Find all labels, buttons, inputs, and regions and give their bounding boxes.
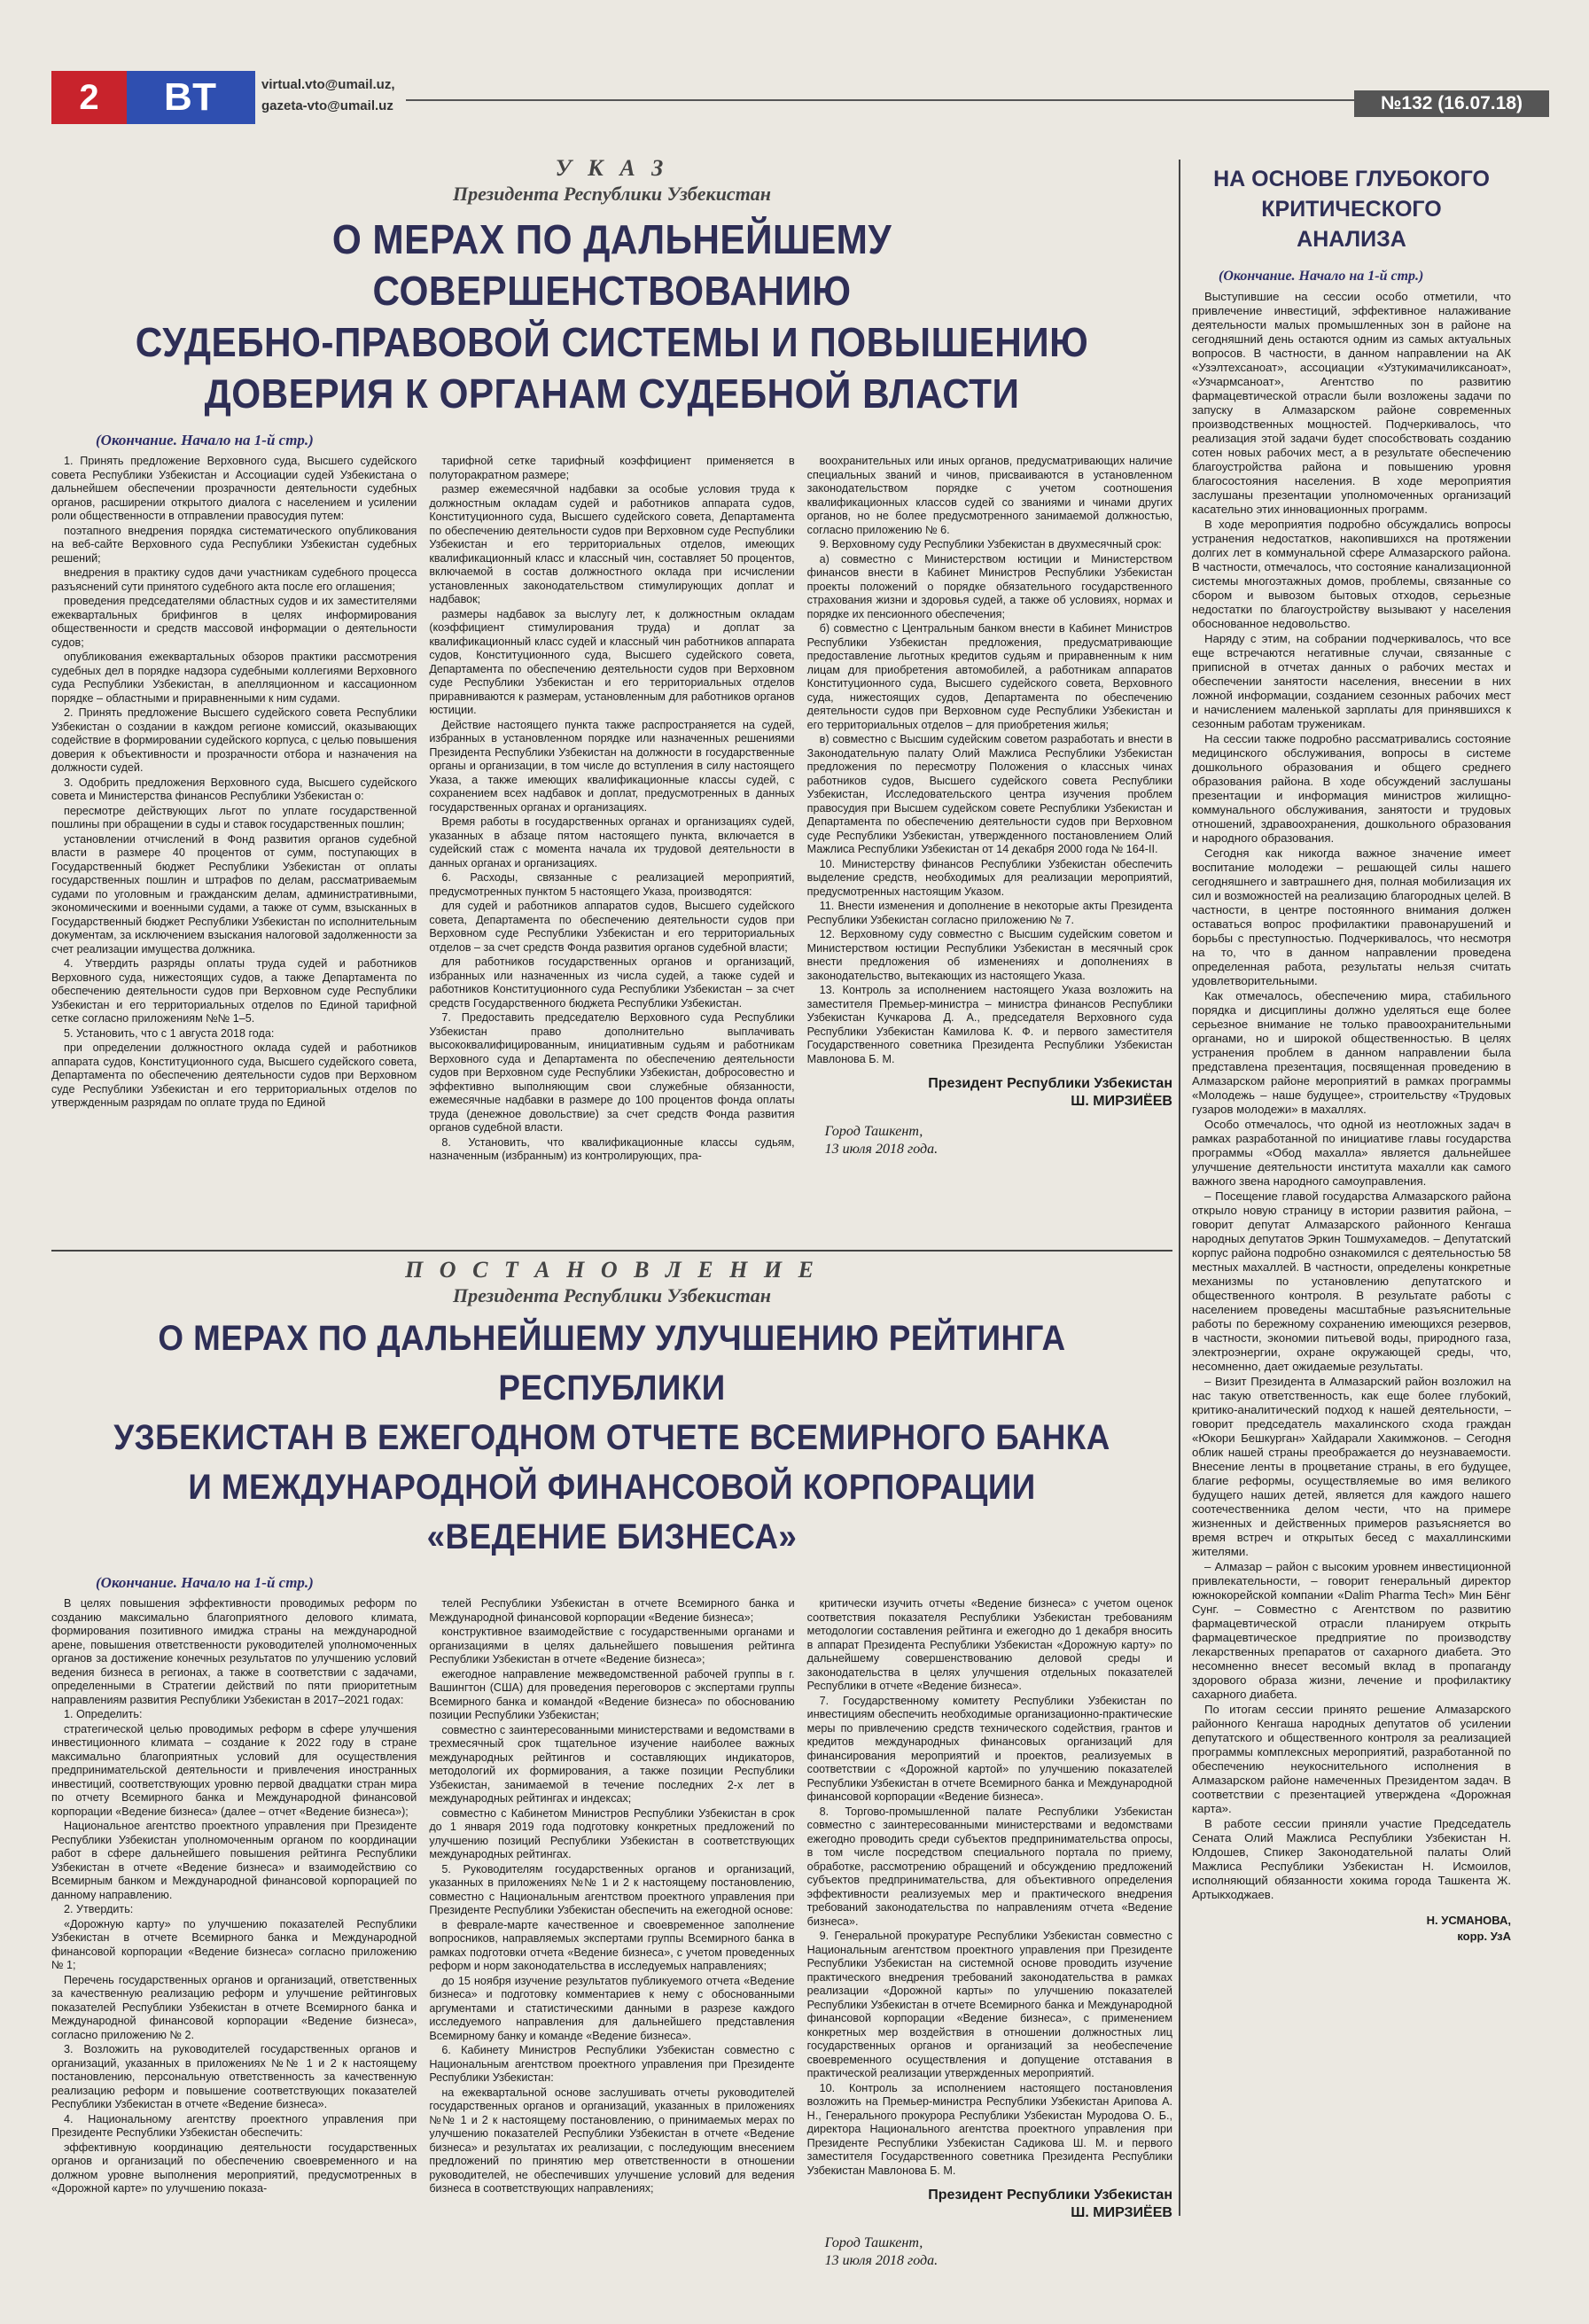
paragraph: 7. Государственному комитету Республики Узбекистан по инвестициям обеспечить необходимые организационно-практические меры по привлечению средств технического содействия, грантов и кредитов международных финансовых организаций для финансирования мероприятий и проектов, реализуемых в соответствии с «Дорожной картой» по улучшению показателей Республики Узбекистан в отчете Всемирного банка и Международной финансовой корпорации «Ведение бизнеса». (806, 1694, 1172, 1803)
paragraph: размеры надбавок за выслугу лет, к должностным окладам (коэффициент стимулирования труда) и доплат за квалификационный класс судей и классный чин работников аппарата судов, Конституционного суда, Высшего судейского совета, Департамента по обеспечению деятельности судов при Верховном суде Республики Узбекистан и его территориальных отделов приравниваются к размерам, установленным для работников органов юстиции. (429, 607, 795, 716)
sidebar-headline (1192, 164, 1511, 254)
paragraph: Национальное агентство проектного управления при Президенте Республики Узбекистан уполномоченным органом по координации работ в сфере дальнейшего повышения рейтинга Республики Узбекистан в отчете «Ведение бизнеса» и взаимодействию со Всемирным банком и Международной финансовой корпорацией по данному направлению. (51, 1820, 417, 1901)
article-sidebar (1192, 164, 1511, 2142)
paragraph: – Алмазар – район с высоким уровнем инвестиционной привлекательности, – говорит генеральный директор южнокорейской компании «Dalim Pharma Tech» Мин Бёнг Сунг. – Совместно с Агентством по развитию фармацевтической отрасли планируем открыть фармацевтическое предприятие по производству лекарственных препаратов от сахарного диабета. Это несомненно внесет весомый вклад в пропаганду здорового образа жизни, лечение и профилактику сахарного диабета. (1192, 1560, 1511, 1701)
paragraph: 11. Внести изменения и дополнение в некоторые акты Президента Республики Узбекистан согласно приложению № 7. (806, 900, 1172, 926)
paragraph: По итогам сессии принято решение Алмазарского районного Кенгаша народных депутатов об усилении депутатского и общественного контроля за реализацией программы комплексных мероприятий, разработанной по обеспечению неукоснительного исполнения в Алмазарском районе намеченных Президентом задач. В соответствии с презентацией утверждена «Дорожная карта». (1192, 1703, 1511, 1815)
paragraph: в) совместно с Высшим судейским советом разработать и внести в Законодательную палату Олий Мажлиса Республики Узбекистан предложения по пересмотру Положения о классных чинах работников судов, Высшего судейского совета Республики Узбекистан, Исследовательского центра изучения проблем правосудия при Высшем судейском совете Республики Узбекистан и Департамента по обеспечению деятельности судов при Верховном суде Республики Узбекистан, утвержденного постановлением Олий Мажлиса Республики Узбекистан от 14 декабря 2000 года № 164-II. (806, 733, 1172, 855)
paragraph: Особо отмечалось, что одной из неотложных задач в рамках разработанной по инициативе главы государства программы «Обод махалла» является дальнейшее улучшение деятельности института махалли как самого важного звена народного самоуправления. (1192, 1118, 1511, 1188)
headline-line: О МЕРАХ ПО ДАЛЬНЕЙШЕМУ УЛУЧШЕНИЮ РЕЙТИНГА РЕСПУБЛИКИ (158, 1319, 1066, 1408)
resolution-col-1 (51, 1597, 417, 2324)
paragraph: 9. Генеральной прокуратуре Республики Узбекистан совместно с Национальным агентством проектного управления при Президенте Республики Узбекистан на системной основе проводить изучение практического внедрения требований законодательства в рамках реализации «Дорожной карты» по улучшению показателей Республики Узбекистан в отчете Всемирного банка и Международной финансовой корпорации «Ведение бизнеса», с применением конкретных мер воздействия в отношении должностных лиц государственных органов и организаций за необеспечение своевременного осуществления и допущение отставания в практической реализации утвержденных мероприятий. (806, 1930, 1172, 2079)
signature-name: Ш. МИРЗИЁЕВ (1071, 1094, 1172, 1109)
decree-kicker: У К А З (555, 155, 669, 181)
headline-line: ДОВЕРИЯ К ОРГАНАМ СУДЕБНОЙ ВЛАСТИ (204, 370, 1020, 417)
paragraph: 8. Торгово-промышленной палате Республики Узбекистан совместно с заинтересованными министерствами и ведомствами ежегодно проводить среди субъектов предпринимательства опросы, в том числе посредством специального портала по приему, обработке, рассмотрению обращений и обсуждению предложений субъектов предпринимательства, для объективного определения эффективности реализуемых мер и практического внедрения требований законодательства по направлениям отчета «Ведение бизнеса». (806, 1805, 1172, 1928)
paragraph: 6. Кабинету Министров Республики Узбекистан совместно с Национальным агентством проектного управления при Президенте Республики Узбекистан: (429, 2044, 795, 2084)
paragraph: – Посещение главой государства Алмазарского района открыло новую страницу в истории развития района, – говорит депутат Алмазарского районного Кенгаша народных депутатов Эркин Тошмухамедов. – Депутатский корпус района подробно ознакомился с деятельностью 58 местных махаллей. В частности, определены конкретные механизмы по установлению депутатского и общественного контроля. В результате работы с населением проведены масштабные разъяснительные работы по бережному сохранению имеющихся резервов, в частности, экономии питьевой воды, природного газа, электроэнергии, охране окружающей среды, что, несомненно, дает ожидаемые результаты. (1192, 1189, 1511, 1373)
paragraph: размер ежемесячной надбавки за особые условия труда к должностным окладам судей и работников аппарата судов, Конституционного суда, Высшего судейского совета, Департамента по обеспечению деятельности судов при Верховном суде Республики Узбекистан и его территориальных отделов, имеющих квалификационный класс и классный чин, составляет 50 процентов, включаемой в состав должностного оклада при исчислении установленных законодательством стимулирующих доплат и надбавок; (429, 483, 795, 605)
resolution-headline (97, 1314, 1128, 1562)
headline-line: АНАЛИЗА (1297, 227, 1406, 252)
decree-place-date (825, 1123, 1172, 1158)
decree-col-1 (51, 455, 417, 1345)
paragraph: воохранительных или иных органов, предусматривающих наличие специальных званий и чинов, присваиваются в установленном законодательством порядке с учетом соотношения квалификационных классов судей со званиями и чинами других органов, но не более предусмотренного занимаемой должностью, согласно приложению № 6. (806, 455, 1172, 536)
decree-kicker-sub: Президента Республики Узбекистан (452, 183, 772, 205)
paragraph: 2. Принять предложение Высшего судейского совета Республики Узбекистан о создании в каждом регионе комиссий, оказывающих содействие в формировании судейского корпуса, с целью повышения доверия к объективности и прозрачности отбора и назначения на должности судей. (51, 706, 417, 774)
paragraph: 10. Министерству финансов Республики Узбекистан обеспечить выделение средств, необходимых для реализации мероприятий, предусмотренных настоящим Указом. (806, 857, 1172, 898)
paragraph: опубликования ежеквартальных обзоров практики рассмотрения судебных дел в порядке надзора судебными коллегиями Верховного суда Республики Узбекистан, в апелляционном и кассационном порядке – областными и приравненными к ним судами. (51, 651, 417, 705)
continued-note: (Окончание. Начало на 1-й стр.) (96, 1574, 314, 1591)
page-number: 2 (51, 71, 127, 124)
paragraph: пересмотре действующих льгот по уплате государственной пошлины при обращении в суды и ставок государственных пошлин; (51, 804, 417, 831)
paragraph: 5. Установить, что с 1 августа 2018 года: (64, 1026, 275, 1040)
date: 13 июля 2018 года. (824, 2253, 939, 2268)
article-decree (51, 155, 1172, 1345)
paragraph: 1. Определить: (64, 1708, 143, 1720)
paragraph: тарифной сетке тарифный коэффициент применяется в полуторакратном размере; (429, 455, 795, 481)
paragraph: в феврале-марте качественное и своевременное заполнение вопросников, направляемых экспертами группы Всемирного банка в рамках подготовки отчета «Ведение бизнеса», с учетом проведенных реформ и норм законодательства в исследуемых направлениях; (429, 1918, 795, 1972)
paragraph: «Дорожную карту» по улучшению показателей Республики Узбекистан в отчете Всемирного банка и Международной финансовой корпорации «Ведение бизнеса» согласно приложению № 1; (51, 1917, 417, 1971)
resolution-kicker-sub: Президента Республики Узбекистан (452, 1284, 772, 1306)
page-header (51, 71, 1549, 124)
paragraph: В целях повышения эффективности проводимых реформ по созданию максимально благоприятного делового климата, формирования позитивного имиджа страны на международной арене, повышения ответственности руководителей уполномоченных органов за достижение конечных результатов по улучшению условий ведения бизнеса в регионах, а также в соответствии с задачами, определенными в Стратегии действий по пяти приоритетным направлениям развития Республики Узбекистан в 2017–2021 годах: (51, 1597, 417, 1706)
author: Н. УСМАНОВА, (1426, 1914, 1511, 1927)
paragraph: конструктивное взаимодействие с государственными органами и организациями в целях дальнейшего повышения рейтинга Республики Узбекистан в отчете «Ведение бизнеса»; (429, 1626, 795, 1665)
continued-note: (Окончание. Начало на 1-й стр.) (96, 432, 314, 448)
resolution-signature (807, 2187, 1172, 2222)
decree-headline (97, 214, 1128, 419)
email-2[interactable]: gazeta-vto@umail.uz (261, 98, 393, 113)
place: Город Ташкент, (824, 1124, 923, 1139)
headline-line: О МЕРАХ ПО ДАЛЬНЕЙШЕМУ СОВЕРШЕНСТВОВАНИЮ (331, 216, 892, 314)
paragraph: 4. Национальному агентству проектного управления при Президенте Республики Узбекистан обеспечить: (51, 2112, 417, 2139)
decree-col-3 (807, 455, 1172, 1345)
paragraph: Наряду с этим, на собрании подчеркивалось, что все еще встречаются негативные случаи, связанные с приписной в отчетах данных о рабочих местах и обеспечении занятости населения, внесении в них ложной информации, созданием сезонных рабочих мест и начислением маленькой зарплаты для принявшихся к сезонным работам труженикам. (1192, 632, 1511, 730)
agency: корр. УзА (1457, 1930, 1511, 1943)
resolution-col-2 (429, 1597, 794, 2324)
paragraph: 2. Утвердить: (64, 1903, 134, 1915)
paragraph: 10. Контроль за исполнением настоящего постановления возложить на Премьер-министра Республики Узбекистан Арипова А. Н., Генерального прокурора Республики Узбекистан Муродова О. Б., директора Национального агентства проектного управления при Президенте Республики Узбекистан Садикова Ш. М. и первого заместителя Государственного советника Президента Республики Узбекистан Мавлонова Б. М. (806, 2081, 1172, 2177)
headline-line: СУДЕБНО-ПРАВОВОЙ СИСТЕМЫ И ПОВЫШЕНИЮ (135, 319, 1089, 365)
paragraph: совместно с заинтересованными министерствами и ведомствами в трехмесячный срок тщательное изучение наиболее важных международных рейтингов и составляющих индикаторов, методологий их формирования, а также позиции Республики Узбекистан, занимаемой в течение последних 2-х лет в международных рейтингах и индексах; (429, 1723, 795, 1805)
paragraph: 1. Принять предложение Верховного суда, Высшего судейского совета Республики Узбекистан и Ассоциации судей Узбекистана о дальнейшем обеспечении прозрачности деятельности судебных органов, расширении открытого диалога с населением и усилении роли общественности в отправлении правосудия путем: (51, 455, 417, 522)
paragraph: эффективную координацию деятельности государственных органов и организаций по обеспечению своевременного и на должном уровне выполнения мероприятий, предусмотренных в «Дорожной карте» по улучшению показа- (51, 2141, 417, 2195)
paragraph: 8. Установить, что квалификационные классы судьям, назначенным (избранным) из контролирующих, пра- (429, 1135, 795, 1162)
paragraph: проведения председателями областных судов и их заместителями ежеквартальных брифингов в целях информирования общественности и средств массовой информации о деятельности судов; (51, 595, 417, 649)
date: 13 июля 2018 года. (824, 1142, 939, 1157)
paragraph: установлении отчислений в Фонд развития органов судебной власти в размере 40 процентов от сумм, поступающих в Государственный бюджет Республики Узбекистан от оплаты государственных пошлин и штрафов по делам, рассматриваемым судами по уголовным и гражданским делам, административными, экономическими и военными судами, а также от сумм, взысканных в Государственный бюджет Республики Узбекистан по исполнительным документам, за исключением взыскания налоговой задолженности за счет реализации имущества должника. (51, 832, 417, 955)
resolution-place-date (825, 2234, 1172, 2270)
paragraph: На сессии также подробно рассматривались состояние медицинского обслуживания, вопросы в системе дошкольного образования и общего среднего образования района. В ходе обсуждений заслушаны презентации и информация министров жилищно-коммунального обслуживания, занятости и трудовых отношений, здравоохранения, дошкольного образования и народного образования. (1192, 732, 1511, 845)
signature-title: Президент Республики Узбекистан (928, 2188, 1172, 2203)
signature-name: Ш. МИРЗИЁЕВ (1071, 2205, 1172, 2220)
paragraph: 4. Утвердить разряды оплаты труда судей и работников Верховного суда, нижестоящих судов, а также Департамента по обеспечению деятельности судов при Верховном суде Республики Узбекистан и его территориальных отделов по Единой тарифной сетке согласно приложениям №№ 1–5. (51, 957, 417, 1025)
paragraph: для судей и работников аппаратов судов, Высшего судейского совета, Департамента по обеспечению деятельности судов при Верховном суде Республики Узбекистан и его территориальных отделов – за счет средств Фонда развития органов судебной власти; (429, 900, 795, 954)
contact-emails (261, 74, 394, 117)
paragraph: а) совместно с Министерством юстиции и Министерством финансов внести в Кабинет Министров Республики Узбекистан проекты положений о порядке обязательного государственного страхования жизни и здоровья судей, а также об условиях, нормах и порядке их пенсионного обеспечения; (806, 552, 1172, 620)
paragraph: 12. Верховному суду совместно с Высшим судейским советом и Министерством юстиции Республики Узбекистан в месячный срок внести предложения об изменениях и дополнениях в законодательство, вытекающих из настоящего Указа. (806, 928, 1172, 982)
column-divider (1179, 160, 1180, 2216)
byline (1192, 1913, 1511, 1945)
paragraph: Перечень государственных органов и организаций, ответственных за качественную реализацию реформ и улучшение рейтинговых показателей Республики Узбекистан в отчете Всемирного банка и Международной финансовой корпорации «Ведение бизнеса», согласно приложению № 2. (51, 1973, 417, 2041)
headline-line: УЗБЕКИСТАН В ЕЖЕГОДНОМ ОТЧЕТЕ ВСЕМИРНОГО БАНКА (113, 1418, 1110, 1457)
resolution-kicker: П О С Т А Н О В Л Е Н И Е (405, 1257, 819, 1283)
place: Город Ташкент, (824, 2235, 923, 2250)
paragraph: Как отмечалось, обеспечению мира, стабильного порядка и дисциплины должно уделяться еще более серьезное внимание не только правоохранительными органами, но и широкой общественностью. В целях устранения проблем в данном направлении была представлена презентация, посвященная проведению в Алмазарском районе мероприятий в рамках программы «Молодежь – наше будущее», строительству «Трудовых гузаров молодежи» в махаллях. (1192, 989, 1511, 1116)
paragraph: 5. Руководителям государственных органов и организаций, указанных в приложениях №№ 1 и 2 к настоящему постановлению, совместно с Национальным агентством проектного управления при Президенте Республики Узбекистан обеспечить на ежегодной основе: (429, 1862, 795, 1916)
resolution-col-3 (807, 1597, 1172, 2324)
paragraph: 13. Контроль за исполнением настоящего Указа возложить на заместителя Премьер-министра – министра финансов Республики Узбекистан Кучкарова Д. А., председателя Верховного суда Республики Узбекистан Камилова К. Ф. и первого заместителя Государственного советника Президента Республики Узбекистан Мавлонова Б. М. (806, 984, 1172, 1065)
paragraph: В ходе мероприятия подробно обсуждались вопросы устранения недостатков, накопившихся на протяжении долгих лет в коммунальной сфере Алмазарского района. В частности, отмечалось, что состояние канализационной системы многоэтажных домов, проблемы, связанные со сбором и вывозом бытовых отходов, серьезные недостатки по благоустройству вызывают у населения обоснованное недовольство. (1192, 518, 1511, 630)
decree-signature (807, 1075, 1172, 1111)
paragraph: – Визит Президента в Алмазарский район возложил на нас такую ответственность, как еще более глубокий, критико-аналитический подход к нашей деятельности, – говорит председатель махалинского схода граждан «Юкори Бешкурган» Хайдарали Хакимжонов. – Сегодня облик нашей страны преображается до неузнаваемости. Внесение ленты в процветание страны, в его будущее, благие реформы, осуществляемые во имя великого будущего наших детей, является для каждого нашего соотечественника делом чести, что на примере жизненных и действенных примеров разъясняется во время встреч и открытых бесед с махаллинскими жителями. (1192, 1375, 1511, 1558)
newspaper-logo: ВТ (127, 71, 255, 124)
paragraph: при определении должностного оклада судей и работников аппарата судов, Конституционного суда, Высшего судейского совета, Департамента по обеспечению деятельности судов при Верховном суде Республики Узбекистан и его территориальных отделов по утвержденным разрядам по оплате труда по Единой (51, 1041, 417, 1109)
resolution-body (51, 1597, 1172, 2324)
paragraph: совместно с Кабинетом Министров Республики Узбекистан в срок до 1 января 2019 года подготовку конкретных предложений по улучшению позиций Республики Узбекистан в соответствующих международных рейтингах. (429, 1806, 795, 1860)
signature-title: Президент Республики Узбекистан (928, 1076, 1172, 1091)
paragraph: б) совместно с Центральным банком внести в Кабинет Министров Республики Узбекистан предложения, предусматривающие предоставление льготных кредитов судьям и приравненным к ним лицам для приобретения автомобилей, а работникам аппаратов Конституционного суда, Высшего судейского совета, Верховного суда, нижестоящих судов, Департамента по обеспечению деятельности судов при Верховном суде Республики Узбекистан и его территориальных отделов – для приобретения жилья; (806, 622, 1172, 731)
paragraph: 9. Верховному суду Республики Узбекистан в двухмесячный срок: (819, 538, 1162, 550)
decree-body (51, 455, 1172, 1345)
paragraph: 3. Одобрить предложения Верховного суда, Высшего судейского совета и Министерства финансов Республики Узбекистан о: (51, 776, 417, 802)
paragraph: для работников государственных органов и организаций, избранных или назначенных из числа судей, а также судей и работников Конституционного суда Республики Узбекистан – за счет средств Государственного бюджета Республики Узбекистан. (429, 955, 795, 1010)
paragraph: ежегодное направление межведомственной рабочей группы в г. Вашингтон (США) для проведения переговоров с экспертами группы Всемирного банка и командой «Ведение бизнеса» по обоснованию позиции Республики Узбекистан; (429, 1667, 795, 1721)
article-resolution (51, 1257, 1172, 2324)
paragraph: 7. Предоставить председателю Верховного суда Республики Узбекистан право дополнительно выплачивать высококвалифицированным, инициативным судьям и работникам Верховного суда и Департамента по обеспечению деятельности судов при Верховном суде Республики Узбекистан, добросовестно и эффективно выполняющим свои служебные обязанности, ежемесячные надбавки в размере до 100 процентов фонда оплаты труда (денежное довольствие) за счет средств Фонда развития органов судебной власти. (429, 1011, 795, 1134)
paragraph: критически изучить отчеты «Ведение бизнеса» с учетом оценок соответствия показателя Республики Узбекистан требованиям методологии составления рейтинга и ежегодно до 1 декабря вносить в аппарат Президента Республики Узбекистан «Дорожную карту» по дальнейшему совершенствованию деловой среды и законодательства в целях улучшения отдельных показателей Республики в отчете «Ведение бизнеса». (806, 1597, 1172, 1692)
paragraph: В работе сессии приняли участие Председатель Сената Олий Мажлиса Республики Узбекистан Н. Юлдошев, Спикер Законодательной палаты Олий Мажлиса Республики Узбекистан Н. Исмоилов, исполняющий обязанности хокима города Ташкента Ж. Артыкходжаев. (1192, 1817, 1511, 1901)
paragraph: Выступившие на сессии особо отметили, что привлечение инвестиций, эффективное налаживание деятельности малых промышленных зон в районе на сегодняшний день остаются одним из самых актуальных вопросов. В частности, в данном направлении на АК «Узэлтехсаноат», ассоциации «Узтукимачиликсаноат», «Узчармсаноат», Агентство по развитию фармацевтической отрасли были возложены задачи по запуску в Алмазарском районе современных производственных мощностей. Подчеркивалось, что реализация этой задачи будет способствовать созданию сотен новых рабочих мест, а в результате обеспечению благоустройства района и повышению уровня благосостояния населения. В ходе мероприятия заслушаны презентации уполномоченных организаций касательно этих инновационных программ. (1192, 290, 1511, 516)
article-divider (51, 1250, 1172, 1252)
paragraph: Сегодня как никогда важное значение имеет воспитание молодежи – решающей силы нашего сегодняшнего и завтрашнего дня, полная мобилизация их сил и возможностей на реализацию благородных целей. В частности, в центре постоянного внимания должен оставаться вопрос профилактики правонарушений и борьбы с преступностью. Подчеркивалось, что несмотря на то, что в данном направлении проведена определенная работа, результаты нельзя считать удовлетворительными. (1192, 846, 1511, 987)
sidebar-body (1192, 290, 1511, 2142)
paragraph: Время работы в государственных органах и организациях судей, указанных в абзаце пятом настоящего пункта, включается в судейский стаж с момента начала их трудовой деятельности в данных органах и организациях. (429, 815, 795, 870)
paragraph: телей Республики Узбекистан в отчете Всемирного банка и Международной финансовой корпорации «Ведение бизнеса»; (429, 1597, 795, 1624)
paragraph: до 15 ноября изучение результатов публикуемого отчета «Ведение бизнеса» и подготовку комментариев к нему с обоснованными аргументами и статистическими данными в разрезе каждого исследуемого направления для дальнейшего представления Всемирному банку и команде «Ведение бизнеса». (429, 1974, 795, 2042)
header-rule (406, 99, 1354, 101)
paragraph: Действие настоящего пункта также распространяется на судей, избранных в установленном порядке или назначенных решениями Президента Республики Узбекистан на должности в государственные органы и организации, в том числе до вступления в силу настоящего Указа, а также имеющих квалификационные классы судей, с сохранением всех надбавок и доплат, предусмотренных в данных государственных органах и организациях. (429, 718, 795, 814)
paragraph: на ежеквартальной основе заслушивать отчеты руководителей государственных органов и организаций, указанных в приложениях №№ 1 и 2 к настоящему постановлению, о принимаемых мерах по улучшению показателей Республики Узбекистан в отчете «Ведение бизнеса» и результатах их реализации, с последующим внесением предложений по принятию мер ответственности в отношении руководителей, не обеспечивших улучшение условий для ведения бизнеса в соответствующих направлениях; (429, 2086, 795, 2195)
paragraph: 6. Расходы, связанные с реализацией мероприятий, предусмотренных пунктом 5 настоящего Указа, производятся: (429, 871, 795, 898)
headline-line: НА ОСНОВЕ ГЛУБОКОГО (1213, 167, 1490, 191)
decree-col-2 (429, 455, 794, 1345)
email-1[interactable]: virtual.vto@umail.uz, (261, 77, 395, 92)
paragraph: стратегической целью проводимых реформ в сфере улучшения инвестиционного климата – создание к 2022 году в стране максимально благоприятных условий для осуществления предпринимательской деятельности и привлечения иностранных инвестиций, соответствующих уровню первой двадцатки стран мира по отчету Всемирного банка и Международной финансовой корпорации «Ведение бизнеса» (далее – отчет «Ведение бизнеса»); (51, 1722, 417, 1818)
paragraph: 3. Возложить на руководителей государственных органов и организаций, указанных в приложениях №№ 1 и 2 к настоящему постановлению, персональную ответственность за качественную реализацию реформ и повышение соответствующих показателей Республики Узбекистан в отчете «Ведение бизнеса». (51, 2043, 417, 2110)
headline-line: И МЕЖДУНАРОДНОЙ ФИНАНСОВОЙ КОРПОРАЦИИ «ВЕДЕНИЕ БИЗНЕСА» (188, 1468, 1036, 1556)
issue-number: №132 (16.07.18) (1354, 90, 1549, 117)
paragraph: поэтапного внедрения порядка систематического опубликования на веб-сайте Верховного суда Республики Узбекистан судебных решений; (51, 524, 417, 565)
paragraph: внедрения в практику судов дачи участникам судебного процесса разъяснений сути принятого судебного акта после его оглашения; (51, 566, 417, 593)
headline-line: КРИТИЧЕСКОГО (1261, 197, 1442, 222)
continued-note: (Окончание. Начало на 1-й стр.) (1219, 269, 1424, 284)
